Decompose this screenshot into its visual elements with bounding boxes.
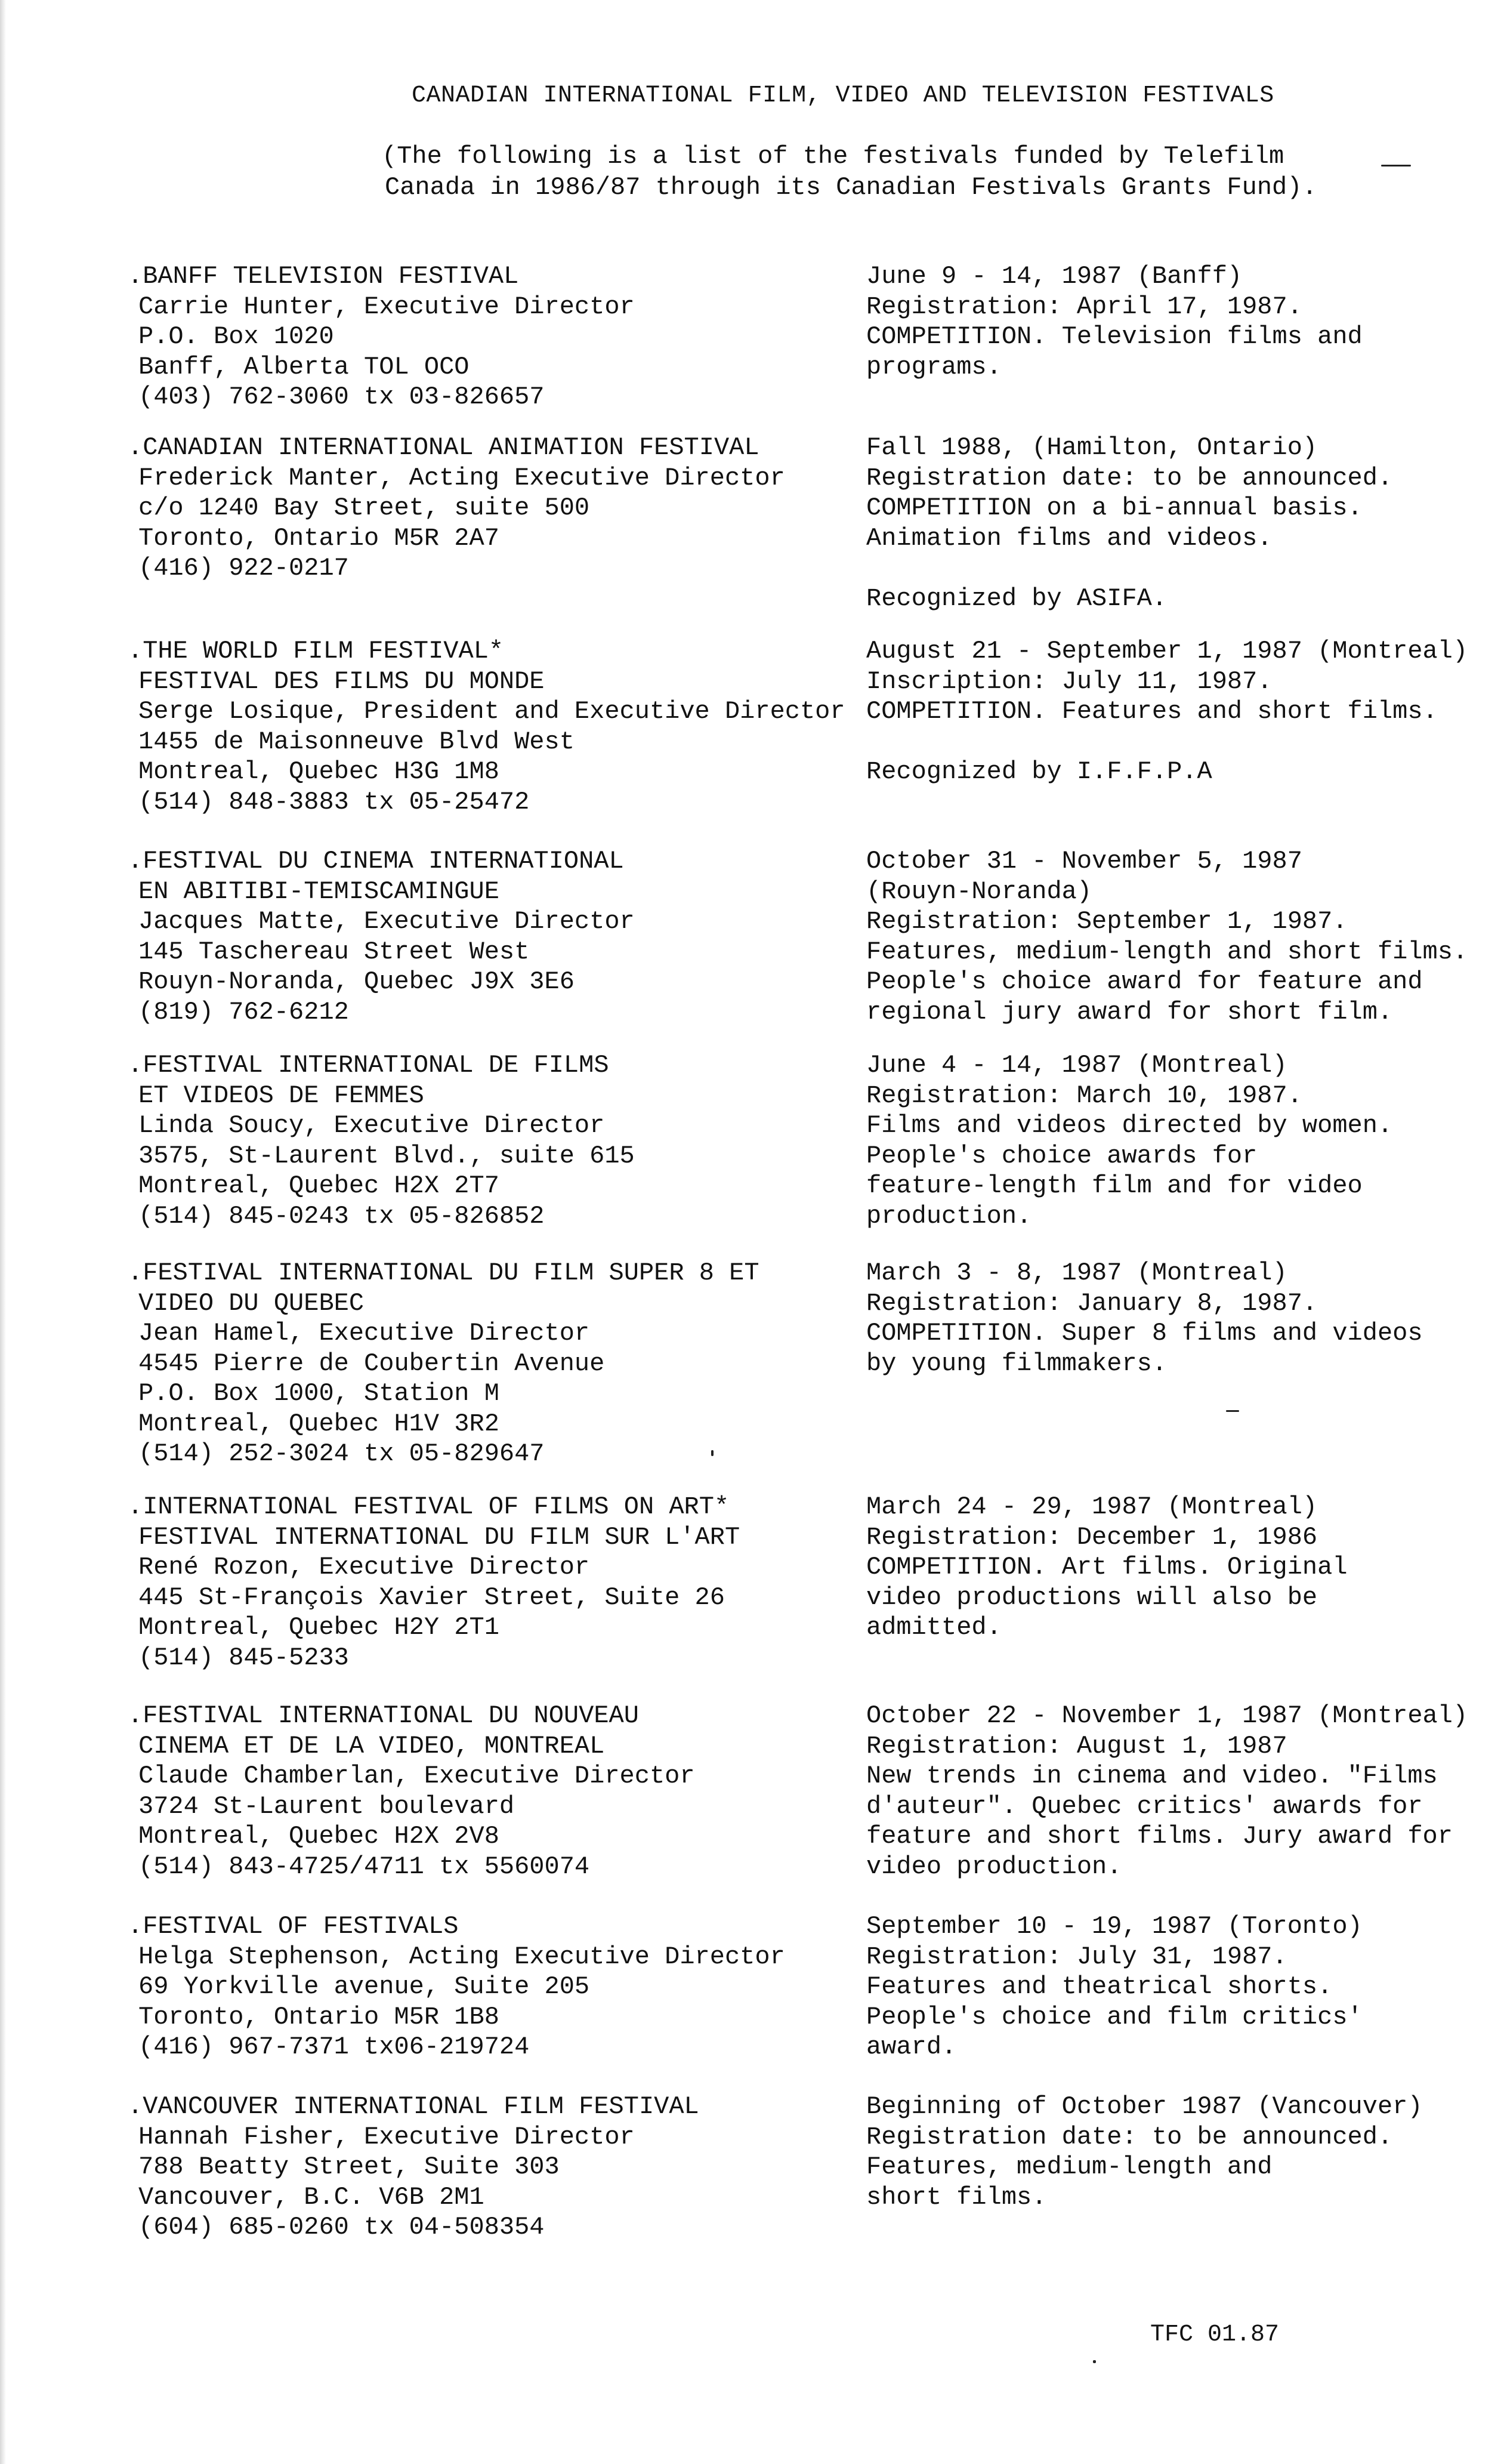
detail-line: March 3 - 8, 1987 (Montreal) bbox=[866, 1259, 1287, 1287]
detail-line: feature-length film and for video bbox=[866, 1171, 1363, 1200]
festival-name: .FESTIVAL INTERNATIONAL DU FILM SUPER 8 ET bbox=[128, 1259, 759, 1287]
festival-contact bbox=[128, 1701, 854, 1882]
festival-details bbox=[866, 846, 1493, 1027]
contact-line: c/o 1240 Bay Street, suite 500 bbox=[138, 494, 590, 522]
detail-line: regional jury award for short film. bbox=[866, 997, 1393, 1026]
contact-line: Banff, Alberta TOL OCO bbox=[138, 352, 470, 381]
festival-contact bbox=[128, 1911, 854, 2062]
detail-line: Features, medium-length and bbox=[866, 2152, 1273, 2181]
festival-contact bbox=[128, 2092, 854, 2243]
contact-line: P.O. Box 1020 bbox=[138, 322, 334, 351]
detail-line: short films. bbox=[866, 2182, 1047, 2212]
detail-line: video production. bbox=[866, 1852, 1122, 1881]
contact-line: Frederick Manter, Acting Executive Director bbox=[138, 463, 785, 492]
contact-line: (514) 845-0243 tx 05-826852 bbox=[138, 1201, 545, 1231]
footer-code: TFC 01.87 bbox=[1150, 2321, 1280, 2348]
festival-name: .FESTIVAL INTERNATIONAL DU NOUVEAU bbox=[128, 1701, 639, 1730]
detail-line: Features and theatrical shorts. bbox=[866, 1972, 1333, 2001]
festival-details bbox=[866, 433, 1493, 613]
detail-line: video productions will also be bbox=[866, 1583, 1318, 1612]
detail-line: COMPETITION. Super 8 films and videos bbox=[866, 1319, 1423, 1347]
detail-line: June 9 - 14, 1987 (Banff) bbox=[866, 262, 1243, 291]
contact-line: Montreal, Quebec H2X 2T7 bbox=[138, 1171, 499, 1200]
detail-line: Registration date: to be announced. bbox=[866, 463, 1393, 492]
intro-text bbox=[382, 141, 1336, 203]
detail-line: October 22 - November 1, 1987 (Montreal) bbox=[866, 1701, 1468, 1730]
contact-line: Hannah Fisher, Executive Director bbox=[138, 2122, 635, 2151]
festival-contact bbox=[128, 433, 854, 584]
detail-line: Registration: December 1, 1986 bbox=[866, 1522, 1318, 1552]
festival-details bbox=[866, 1911, 1493, 2062]
contact-line: FESTIVAL DES FILMS DU MONDE bbox=[138, 667, 545, 696]
festival-details bbox=[866, 261, 1493, 382]
festival-contact bbox=[128, 1258, 854, 1469]
festival-contact bbox=[128, 1492, 854, 1673]
detail-line: COMPETITION. Art films. Original bbox=[866, 1553, 1348, 1581]
contact-line: (416) 922-0217 bbox=[138, 554, 349, 582]
detail-line: d'auteur". Quebec critics' awards for bbox=[866, 1791, 1423, 1821]
intro-line: Canada in 1986/87 through its Canadian Festivals Grants Fund). bbox=[385, 173, 1317, 202]
detail-line: Registration date: to be announced. bbox=[866, 2122, 1393, 2151]
contact-line: EN ABITIBI-TEMISCAMINGUE bbox=[138, 877, 499, 906]
detail-line: Animation films and videos. bbox=[866, 523, 1273, 553]
detail-line: by young filmmakers. bbox=[866, 1349, 1168, 1378]
festival-details bbox=[866, 1701, 1493, 1882]
scan-mark bbox=[1093, 2360, 1096, 2363]
contact-line: VIDEO DU QUEBEC bbox=[138, 1288, 365, 1318]
festival-name: .FESTIVAL OF FESTIVALS bbox=[128, 1912, 459, 1941]
festival-contact bbox=[128, 261, 854, 412]
contact-line: 145 Taschereau Street West bbox=[138, 937, 530, 966]
detail-line: Inscription: July 11, 1987. bbox=[866, 667, 1273, 696]
contact-line: (403) 762-3060 tx 03-826657 bbox=[138, 383, 545, 411]
contact-line: Linda Soucy, Executive Director bbox=[138, 1111, 605, 1140]
festival-contact bbox=[128, 846, 854, 1027]
detail-line: March 24 - 29, 1987 (Montreal) bbox=[866, 1492, 1318, 1521]
detail-line: New trends in cinema and video. "Films bbox=[866, 1762, 1438, 1790]
detail-line: Registration: August 1, 1987 bbox=[866, 1731, 1287, 1760]
festival-name: .INTERNATIONAL FESTIVAL OF FILMS ON ART* bbox=[128, 1492, 730, 1521]
festival-name: .FESTIVAL INTERNATIONAL DE FILMS bbox=[128, 1051, 609, 1080]
detail-line: feature and short films. Jury award for bbox=[866, 1822, 1453, 1851]
detail-line: People's choice award for feature and bbox=[866, 967, 1423, 996]
detail-line: Registration: January 8, 1987. bbox=[866, 1288, 1318, 1318]
spacer bbox=[866, 727, 1493, 757]
detail-line: Recognized by I.F.F.P.A bbox=[866, 757, 1212, 786]
festival-name: .CANADIAN INTERNATIONAL ANIMATION FESTIVAL bbox=[128, 433, 759, 462]
contact-line: Vancouver, B.C. V6B 2M1 bbox=[138, 2182, 484, 2212]
scan-mark bbox=[1226, 1410, 1239, 1412]
festival-name: .BANFF TELEVISION FESTIVAL bbox=[128, 262, 519, 291]
festival-name: .THE WORLD FILM FESTIVAL* bbox=[128, 637, 504, 665]
detail-line: October 31 - November 5, 1987 bbox=[866, 847, 1302, 875]
detail-line: Registration: April 17, 1987. bbox=[866, 292, 1302, 321]
contact-line: Montreal, Quebec H3G 1M8 bbox=[138, 757, 499, 786]
festival-details bbox=[866, 1050, 1493, 1231]
festival-name: .FESTIVAL DU CINEMA INTERNATIONAL bbox=[128, 847, 624, 875]
detail-line: COMPETITION. Television films and bbox=[866, 322, 1363, 351]
contact-line: (604) 685-0260 tx 04-508354 bbox=[138, 2213, 545, 2241]
contact-line: Toronto, Ontario M5R 1B8 bbox=[138, 2002, 499, 2031]
detail-line: People's choice and film critics' bbox=[866, 2002, 1363, 2031]
detail-line: COMPETITION. Features and short films. bbox=[866, 697, 1438, 726]
scan-edge bbox=[0, 0, 6, 2464]
contact-line: 445 St-François Xavier Street, Suite 26 bbox=[138, 1583, 725, 1612]
detail-line: award. bbox=[866, 2033, 957, 2061]
festival-name: .VANCOUVER INTERNATIONAL FILM FESTIVAL bbox=[128, 2092, 699, 2121]
contact-line: 3575, St-Laurent Blvd., suite 615 bbox=[138, 1141, 635, 1170]
detail-line: programs. bbox=[866, 352, 1002, 381]
intro-line: (The following is a list of the festivals funded by Telefilm bbox=[382, 142, 1284, 171]
contact-line: 4545 Pierre de Coubertin Avenue bbox=[138, 1349, 605, 1378]
detail-line: COMPETITION on a bi-annual basis. bbox=[866, 494, 1363, 522]
detail-line: Features, medium-length and short films. bbox=[866, 937, 1468, 966]
contact-line: 788 Beatty Street, Suite 303 bbox=[138, 2152, 560, 2181]
contact-line: Montreal, Quebec H2X 2V8 bbox=[138, 1822, 499, 1851]
spacer bbox=[866, 553, 1493, 584]
contact-line: 69 Yorkville avenue, Suite 205 bbox=[138, 1972, 590, 2001]
contact-line: (819) 762-6212 bbox=[138, 997, 349, 1026]
scan-mark bbox=[711, 1450, 714, 1456]
contact-line: Jacques Matte, Executive Director bbox=[138, 907, 635, 936]
contact-line: (514) 252-3024 tx 05-829647 bbox=[138, 1439, 545, 1468]
contact-line: Toronto, Ontario M5R 2A7 bbox=[138, 523, 499, 553]
contact-line: Montreal, Quebec H1V 3R2 bbox=[138, 1409, 499, 1438]
festival-contact bbox=[128, 636, 854, 817]
contact-line: ET VIDEOS DE FEMMES bbox=[138, 1081, 424, 1110]
document-title: CANADIAN INTERNATIONAL FILM, VIDEO AND TELEVISION FESTIVALS bbox=[412, 82, 1274, 109]
detail-line: Registration: March 10, 1987. bbox=[866, 1081, 1302, 1110]
detail-line: (Rouyn-Noranda) bbox=[866, 877, 1092, 906]
festival-details bbox=[866, 636, 1493, 787]
contact-line: Claude Chamberlan, Executive Director bbox=[138, 1762, 695, 1790]
detail-line: People's choice awards for bbox=[866, 1141, 1258, 1170]
detail-line: Registration: July 31, 1987. bbox=[866, 1942, 1287, 1971]
detail-line: Films and videos directed by women. bbox=[866, 1111, 1393, 1140]
festival-details bbox=[866, 1492, 1493, 1643]
detail-line: September 10 - 19, 1987 (Toronto) bbox=[866, 1912, 1363, 1941]
detail-line: June 4 - 14, 1987 (Montreal) bbox=[866, 1051, 1287, 1080]
contact-line: Serge Losique, President and Executive Director bbox=[138, 697, 845, 726]
festival-details bbox=[866, 1258, 1493, 1379]
contact-line: René Rozon, Executive Director bbox=[138, 1553, 590, 1581]
festival-details bbox=[866, 2092, 1493, 2212]
contact-line: (416) 967-7371 tx06-219724 bbox=[138, 2033, 530, 2061]
contact-line: Helga Stephenson, Acting Executive Director bbox=[138, 1942, 785, 1971]
detail-line: August 21 - September 1, 1987 (Montreal) bbox=[866, 637, 1468, 665]
contact-line: FESTIVAL INTERNATIONAL DU FILM SUR L'ART bbox=[138, 1522, 740, 1552]
festival-contact bbox=[128, 1050, 854, 1231]
contact-line: Jean Hamel, Executive Director bbox=[138, 1319, 590, 1347]
contact-line: CINEMA ET DE LA VIDEO, MONTREAL bbox=[138, 1731, 605, 1760]
detail-line: production. bbox=[866, 1201, 1032, 1231]
contact-line: P.O. Box 1000, Station M bbox=[138, 1379, 499, 1408]
detail-line: Recognized by ASIFA. bbox=[866, 584, 1168, 613]
detail-line: Registration: September 1, 1987. bbox=[866, 907, 1348, 936]
contact-line: 3724 St-Laurent boulevard bbox=[138, 1791, 515, 1821]
contact-line: Montreal, Quebec H2Y 2T1 bbox=[138, 1613, 499, 1642]
detail-line: Beginning of October 1987 (Vancouver) bbox=[866, 2092, 1423, 2121]
contact-line: (514) 848-3883 tx 05-25472 bbox=[138, 787, 530, 816]
scan-mark bbox=[1381, 165, 1411, 166]
contact-line: Rouyn-Noranda, Quebec J9X 3E6 bbox=[138, 967, 575, 996]
contact-line: 1455 de Maisonneuve Blvd West bbox=[138, 727, 575, 756]
contact-line: (514) 843-4725/4711 tx 5560074 bbox=[138, 1852, 590, 1881]
detail-line: admitted. bbox=[866, 1613, 1002, 1642]
contact-line: (514) 845-5233 bbox=[138, 1643, 349, 1672]
detail-line: Fall 1988, (Hamilton, Ontario) bbox=[866, 433, 1318, 462]
contact-line: Carrie Hunter, Executive Director bbox=[138, 292, 635, 321]
